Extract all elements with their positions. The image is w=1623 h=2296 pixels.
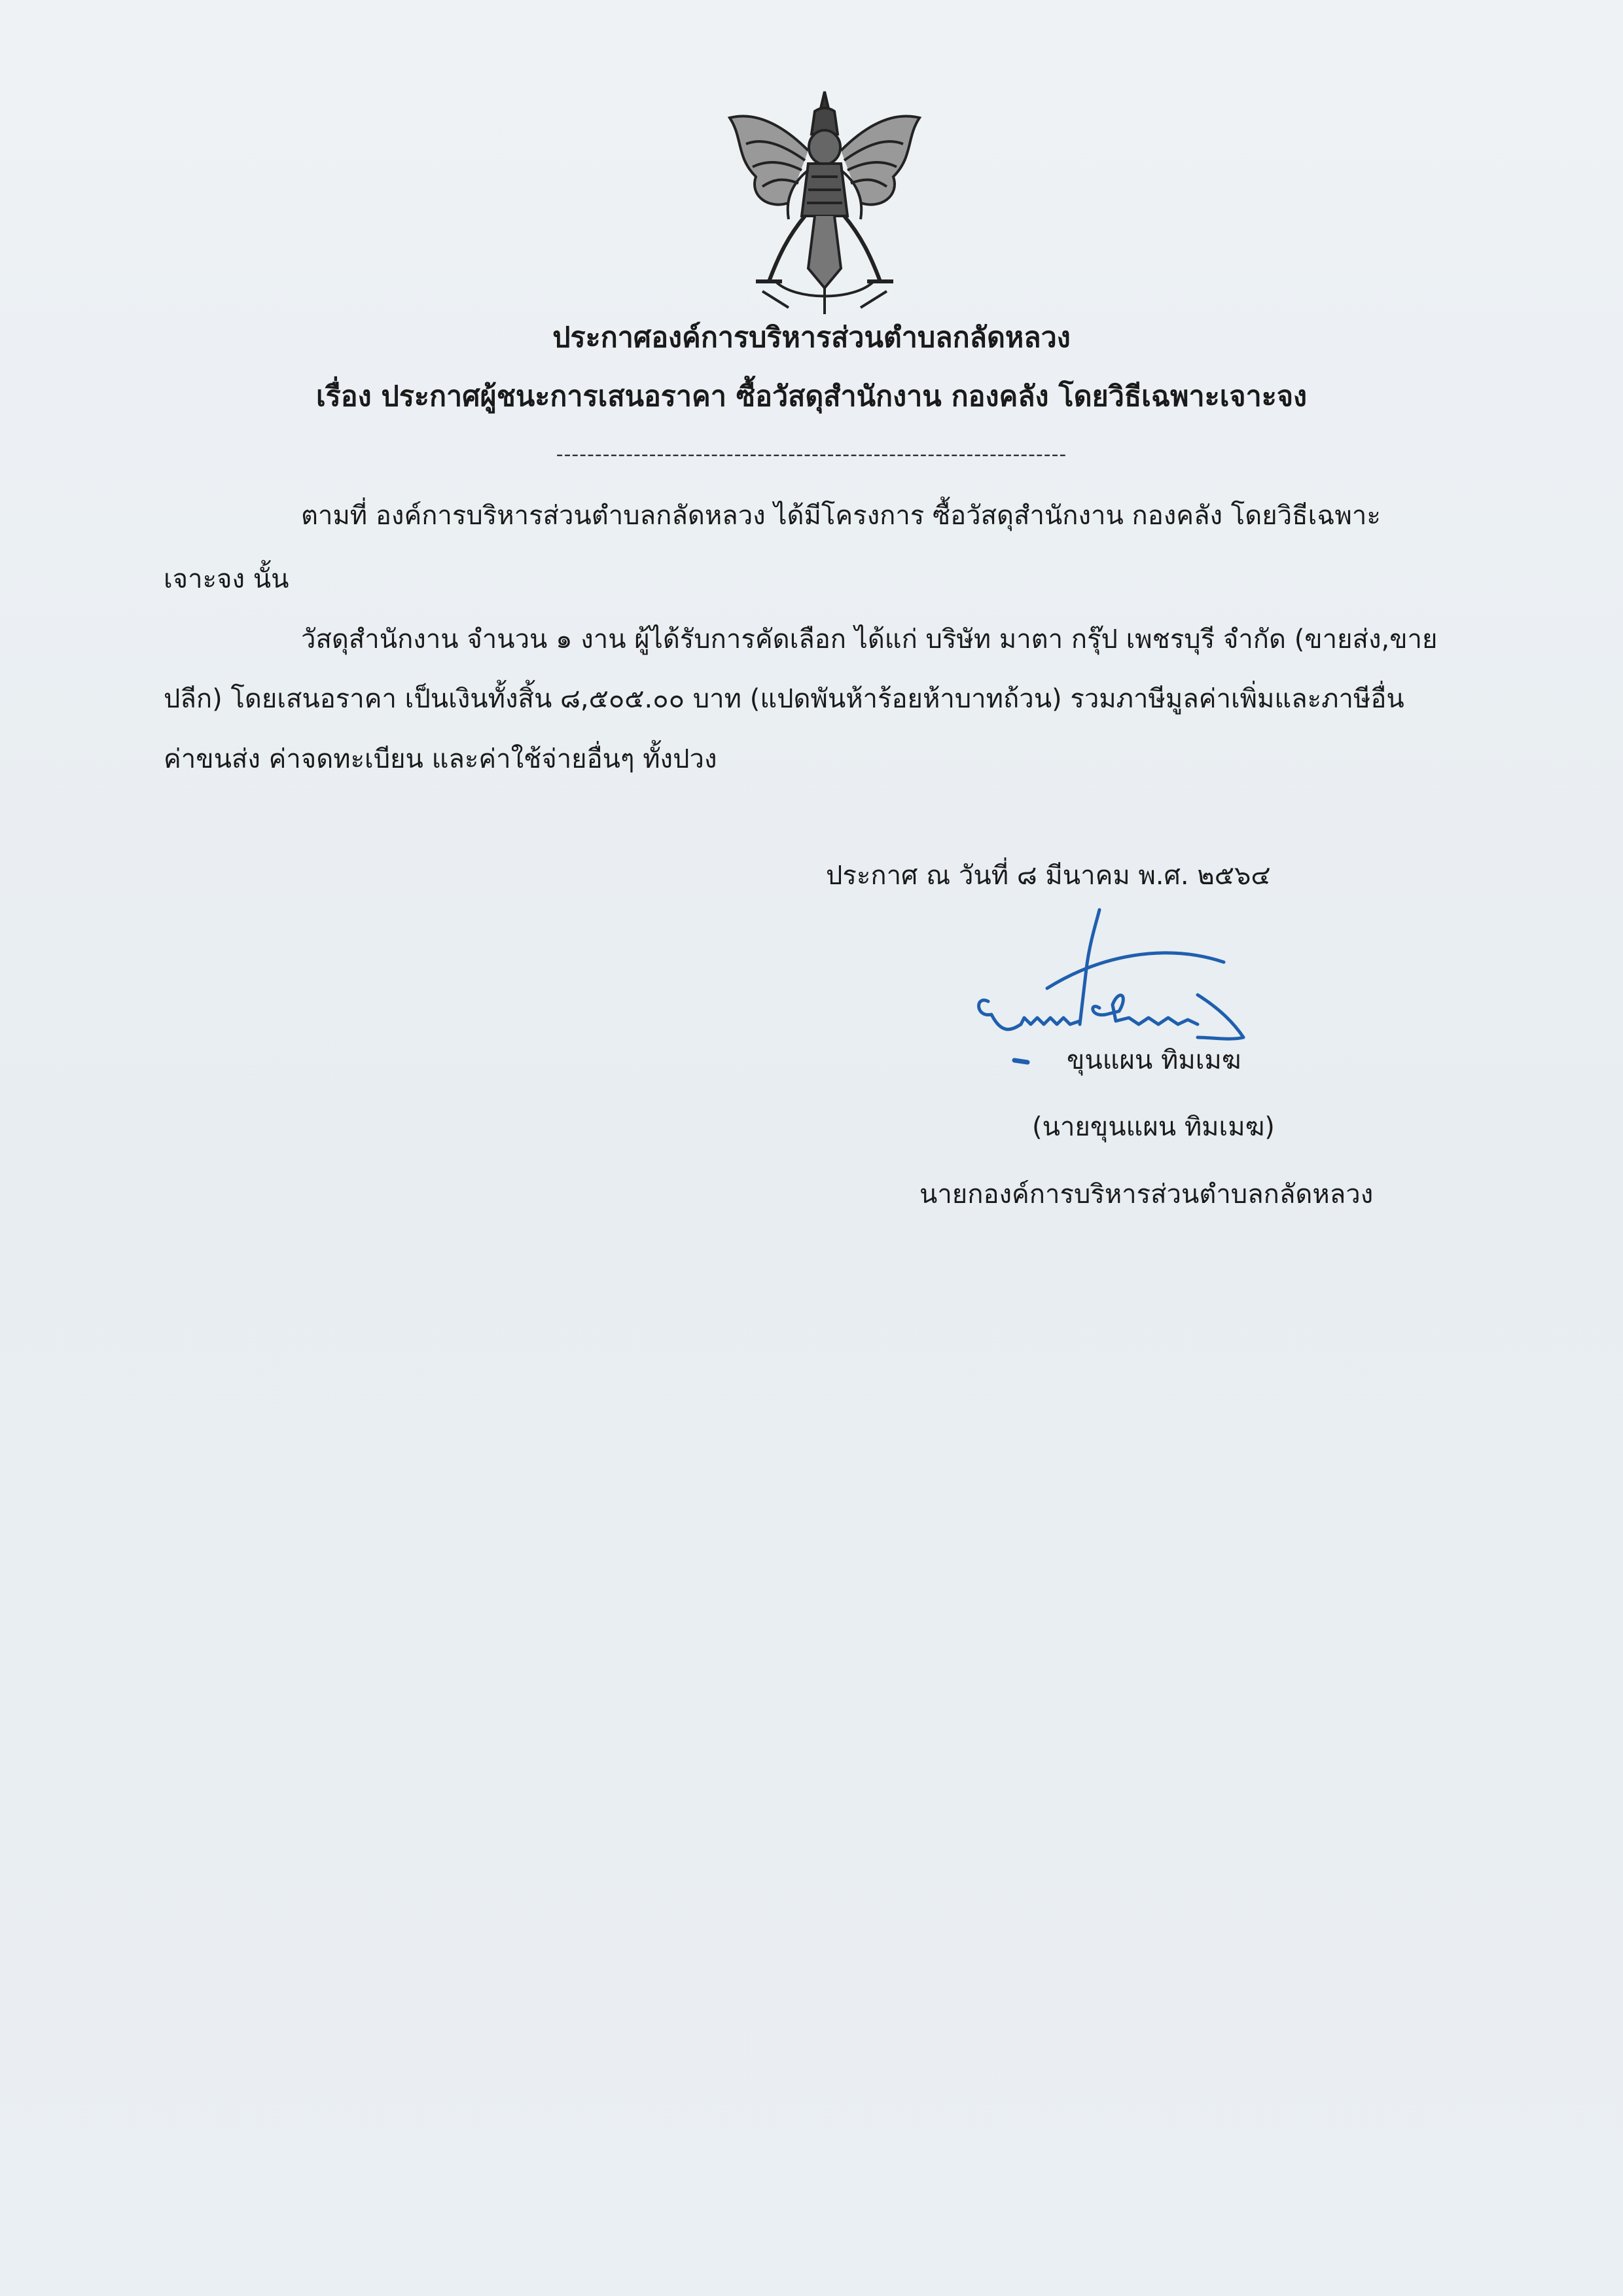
paragraph-2-line-3: ค่าขนส่ง ค่าจดทะเบียน และค่าใช้จ่ายอื่นๆ ทั้งปวง [164, 744, 717, 774]
paragraph-2-line-2: ปลีก) โดยเสนอราคา เป็นเงินทั้งสิ้น ๘,๕๐๕.๐๐ บาท (แปดพันห้าร้อยห้าบาทถ้วน) รวมภาษีมูลค่าเพิ่มและภาษีอื่น [164, 684, 1404, 714]
announcement-subject: เรื่อง ประกาศผู้ชนะการเสนอราคา ซื้อวัสดุสำนักงาน กองคลัง โดยวิธีเฉพาะเจาะจง [315, 380, 1308, 413]
announcement-title: ประกาศองค์การบริหารส่วนตำบลกลัดหลวง [552, 321, 1071, 354]
signer-full-name: (นายขุนแผน ทิมเมฆ) [1032, 1112, 1275, 1142]
paragraph-2-line-1: วัสดุสำนักงาน จำนวน ๑ งาน ผู้ได้รับการคัดเลือก ได้แก่ บริษัท มาตา กรุ๊ป เพชรบุรี จำกัด (ขายส่ง,ขาย [301, 624, 1438, 655]
paragraph-1-line-1: ตามที่ องค์การบริหารส่วนตำบลกลัดหลวง ได้มีโครงการ ซื้อวัสดุสำนักงาน กองคลัง โดยวิธีเฉพาะ [301, 501, 1381, 531]
paragraph-1-line-2: เจาะจง นั้น [164, 564, 289, 594]
signer-name: ขุนแผน ทิมเมฆ [1067, 1045, 1241, 1075]
garuda-emblem-icon [717, 85, 933, 317]
announcement-date: ประกาศ ณ วันที่ ๘ มีนาคม พ.ศ. ๒๕๖๔ [826, 861, 1271, 891]
title-separator: ------------------------------------------------------------------ [556, 443, 1067, 466]
signer-position: นายกองค์การบริหารส่วนตำบลกลัดหลวง [919, 1179, 1374, 1210]
